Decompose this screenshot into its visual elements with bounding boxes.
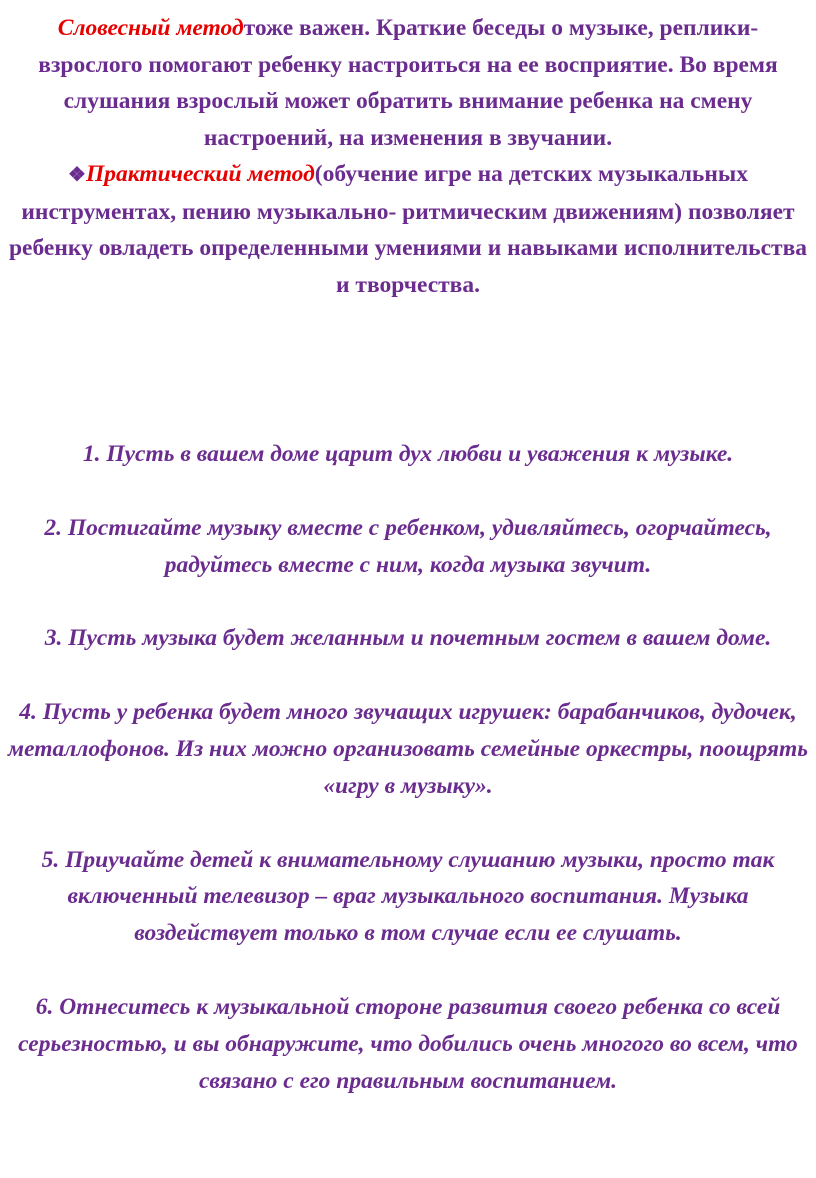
tip-item: 3. Пусть музыка будет желанным и почетным гостем в вашем доме. — [44, 625, 772, 652]
diamond-bullet-icon: ❖ — [68, 164, 86, 186]
verbal-method-paragraph — [6, 10, 810, 156]
practical-method-text: (обучение игре на детских музыкальных инструментах, пению музыкально- ритмическим движениям) позволяет ребенку овладеть определенными умениями и навыками исполнительства и творчества. — [8, 161, 808, 298]
practical-method-paragraph — [6, 156, 810, 303]
tip-item: 1. Пусть в вашем доме царит дух любви и уважения к музыке. — [82, 441, 734, 467]
verbal-method-label: Словесный метод — [57, 15, 244, 41]
practical-method-label: Практический метод — [85, 161, 315, 187]
tip-item: 4. Пусть у ребенка будет много звучащих игрушек: барабанчиков, дудочек, металлофонов. Из них можно организовать семейные оркестры, поощрять «игру в музыку». — [7, 699, 809, 799]
tip-item: 2. Постигайте музыку вместе с ребенком, удивляйтесь, огорчайтесь, радуйтесь вместе с ним, когда музыка звучит. — [44, 514, 772, 578]
tip-item: 6. Отнеситесь к музыкальной стороне развития своего ребенка со всей серьезностью, и вы обнаружите, что добились очень многого во всем, что связано с его правильным воспитанием. — [18, 993, 798, 1094]
tips-list — [4, 436, 812, 1136]
verbal-method-text: тоже важен. Краткие беседы о музыке, реплики-взрослого помогают ребенку настроиться на ее восприятие. Во время слушания взрослый может обратить внимание ребенка на смену настроений, на изменения в звучании. — [38, 15, 778, 151]
tip-item: 5. Приучайте детей к внимательному слушанию музыки, просто так включенный телевизор – враг музыкального воспитания. Музыка воздействует только в том случае если ее слушать. — [41, 846, 775, 947]
